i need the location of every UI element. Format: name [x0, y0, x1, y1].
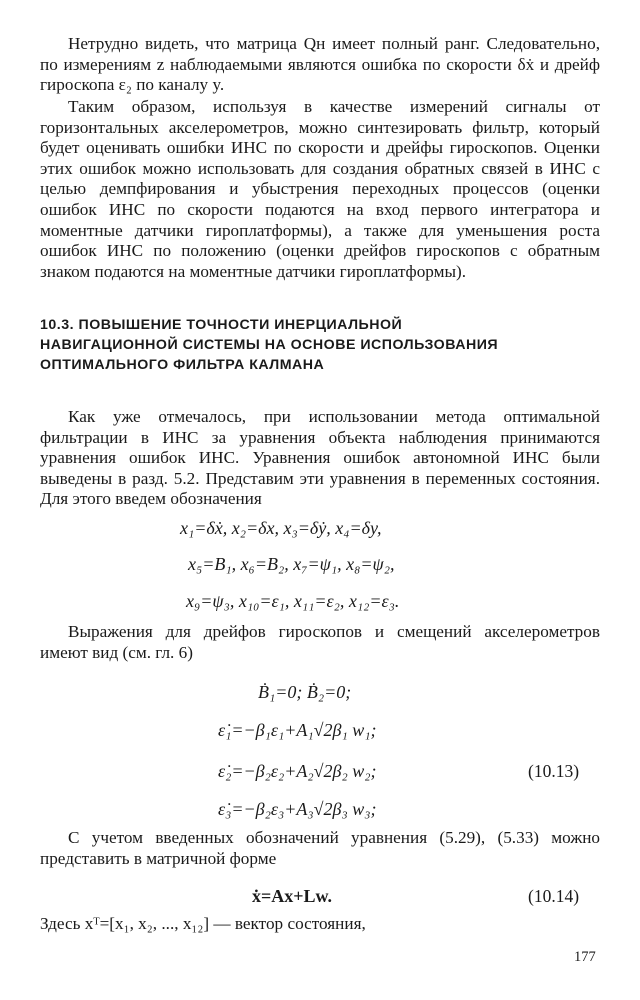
equation-number-10-14: (10.14) [528, 886, 580, 906]
equation-drift-1: ε̇₁=−β₁ε₁+A₁√2β₁ w₁; [218, 720, 377, 740]
section-heading-line-1: 10.3. ПОВЫШЕНИЕ ТОЧНОСТИ ИНЕРЦИАЛЬНОЙ [40, 317, 403, 333]
section-heading-line-3: ОПТИМАЛЬНОГО ФИЛЬТРА КАЛМАНА [40, 357, 325, 373]
equation-state-1: x₁=δẋ, x₂=δx, x₃=δẏ, x₄=δy, [180, 518, 382, 538]
paragraph-filter-synthesis: Таким образом, используя в качестве измерений сигналы от горизонтальных акселерометров, можно синтезировать фильтр, который будет оценивать ошибки ИНС по скорости и дрейфы гироскопов. Оценки этих ошибок можно использовать для создания обратных связей в ИНС с целью демпфирования и убыстрения переходных процессов (оценки ошибок ИНС по скорости подаются на вход первого интегратора и моментные датчики гироплатформы), а также для уменьшения роста ошибок ИНС по положению (оценки дрейфов гироскопов с обратным знаком подаются на моментные датчики гироплатформы). [40, 97, 600, 281]
equation-state-2: x₅=B₁, x₆=B₂, x₇=ψ₁, x₈=ψ₂, [188, 554, 395, 574]
equation-drift-2: ε̇₂=−β₂ε₂+A₂√2β₂ w₂; [218, 761, 377, 781]
equation-drift-3: ε̇₃=−β₂ε₃+A₃√2β₃ w₃; [218, 799, 377, 819]
paragraph-observability: Нетрудно видеть, что матрица Qн имеет полный ранг. Следовательно, по измерениям z наблюдаемыми являются ошибка по скорости δẋ и дрейф гироскопа ε₂ по каналу y. [40, 34, 600, 95]
equation-matrix: ẋ=Ax+Lw. [252, 886, 333, 906]
paragraph-state-vector: Здесь xᵀ=[x₁, x₂, ..., x₁₂] — вектор состояния, [40, 914, 366, 933]
section-heading [40, 315, 600, 375]
page-number: 177 [574, 949, 596, 965]
section-heading-line-2: НАВИГАЦИОННОЙ СИСТЕМЫ НА ОСНОВЕ ИСПОЛЬЗОВАНИЯ [40, 337, 499, 353]
paragraph-matrix-form: С учетом введенных обозначений уравнения (5.29), (5.33) можно представить в матричной форме [40, 828, 600, 868]
equation-bias: Ḃ₁=0; Ḃ₂=0; [258, 682, 352, 702]
paragraph-drift-expressions: Выражения для дрейфов гироскопов и смещений акселерометров имеют вид (см. гл. 6) [40, 622, 600, 662]
equation-number-10-13: (10.13) [528, 761, 580, 781]
paragraph-state-variables: Как уже отмечалось, при использовании метода оптимальной фильтрации в ИНС за уравнения объекта наблюдения принимаются уравнения ошибок ИНС. Уравнения ошибок автономной ИНС были выведены в разд. 5.2. Представим эти уравнения в переменных состояния. Для этого введем обозначения [40, 407, 600, 509]
equation-state-3: x₉=ψ₃, x₁₀=ε₁, x₁₁=ε₂, x₁₂=ε₃. [186, 591, 400, 611]
